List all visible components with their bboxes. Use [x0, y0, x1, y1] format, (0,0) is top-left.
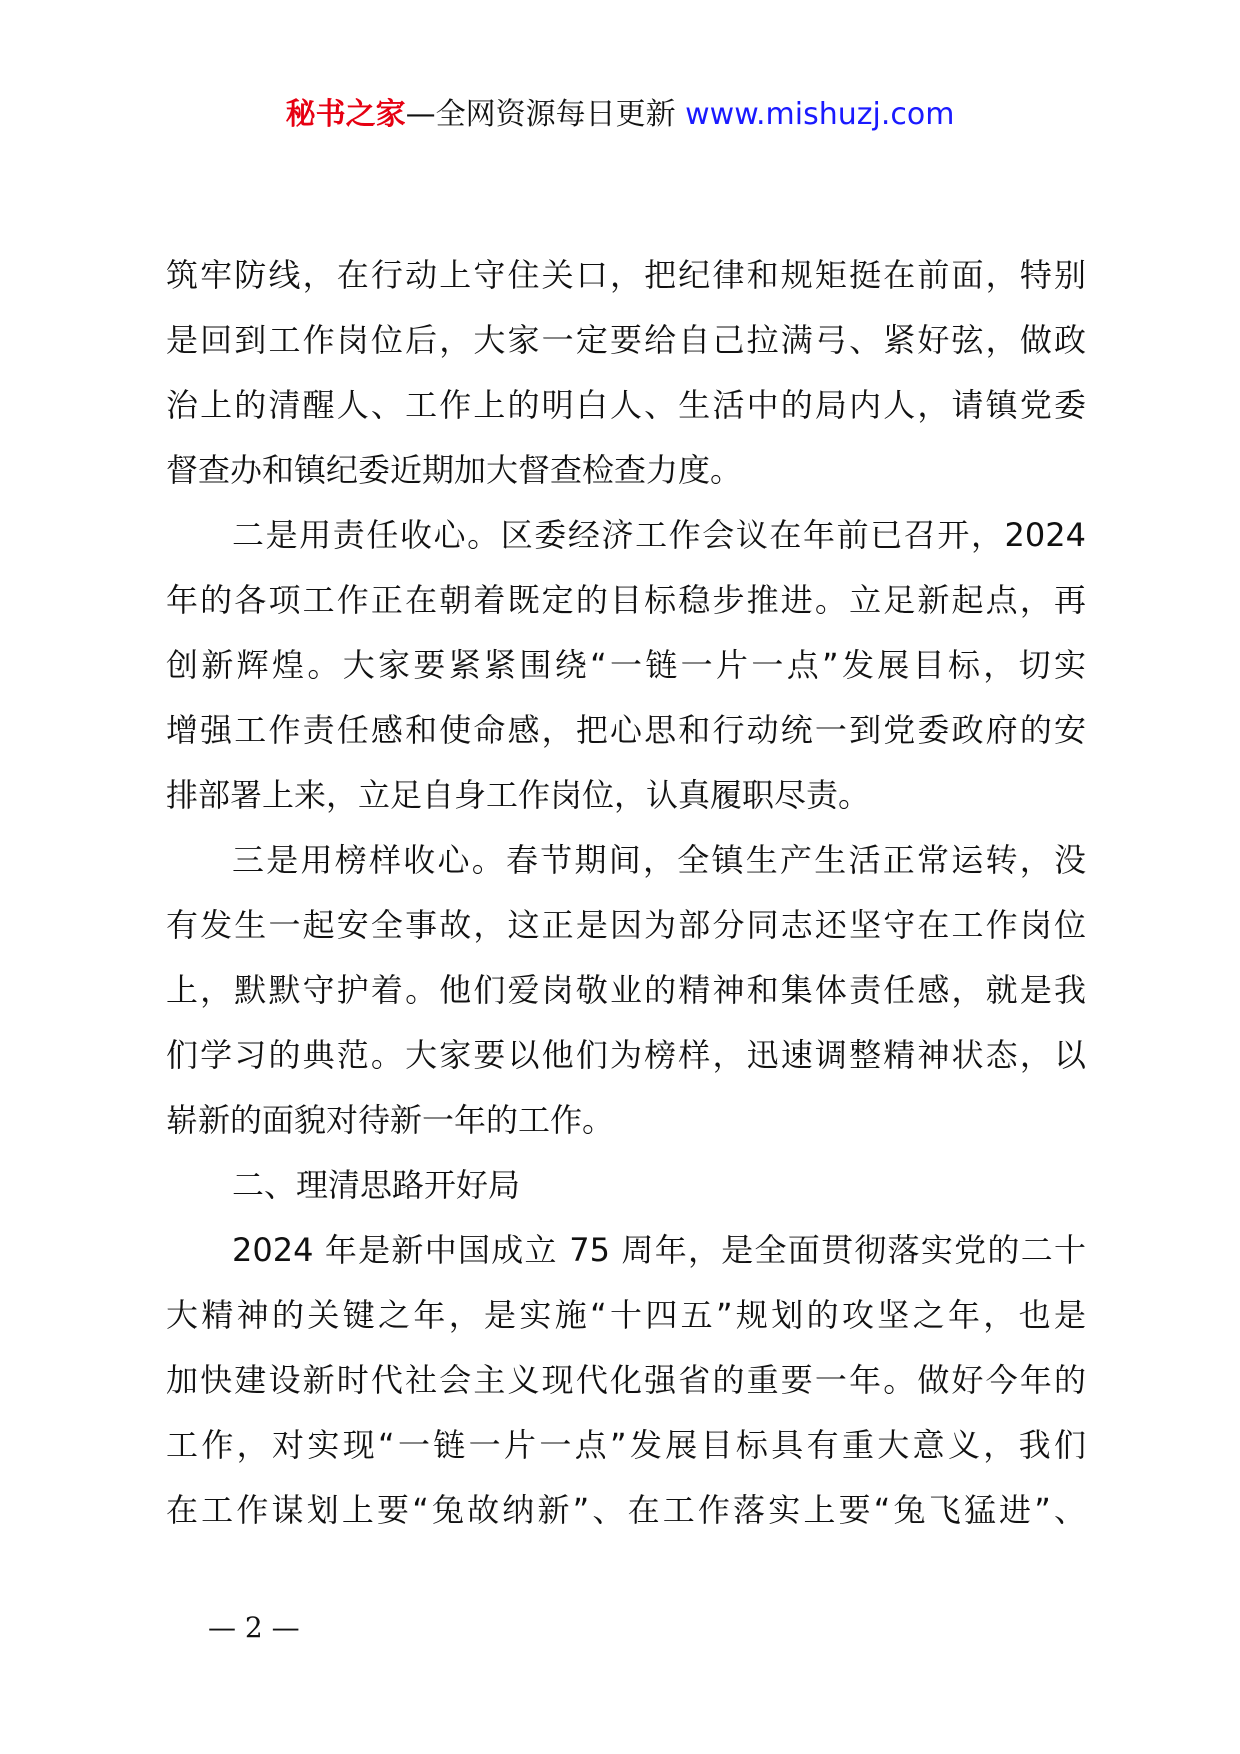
text-line: 排部署上来，立足自身工作岗位，认真履职尽责。 [166, 776, 871, 814]
text-line: 工作，对实现“一链一片一点”发展目标具有重大意义，我们 [166, 1426, 1086, 1464]
text-line: 是回到工作岗位后，大家一定要给自己拉满弓、紧好弦，做政 [166, 321, 1086, 359]
text-line: 们学习的典范。大家要以他们为榜样，迅速调整精神状态，以 [166, 1036, 1086, 1074]
header-tagline: —全网资源每日更新 [405, 97, 686, 132]
text-line: 治上的清醒人、工作上的明白人、生活中的局内人，请镇党委 [166, 386, 1086, 424]
text-line: 崭新的面貌对待新一年的工作。 [166, 1101, 615, 1139]
text-line: 创新辉煌。大家要紧紧围绕“一链一片一点”发展目标，切实 [166, 646, 1086, 684]
site-header [0, 95, 1240, 135]
paragraph-first-line: 二是用责任收心。区委经济工作会议在年前已召开，2024 [232, 516, 1086, 554]
text-line: 有发生一起安全事故，这正是因为部分同志还坚守在工作岗位 [166, 906, 1086, 944]
document-body [166, 243, 1086, 1543]
text-line: 年的各项工作正在朝着既定的目标稳步推进。立足新起点，再 [166, 581, 1086, 619]
paragraph-first-line: 三是用榜样收心。春节期间，全镇生产生活正常运转，没 [232, 841, 1086, 879]
text-line: 上，默默守护着。他们爱岗敬业的精神和集体责任感，就是我 [166, 971, 1086, 1009]
text-line: 筑牢防线，在行动上守住关口，把纪律和规矩挺在前面，特别 [166, 256, 1086, 294]
paragraph-first-line: 2024 年是新中国成立 75 周年，是全面贯彻落实党的二十 [232, 1231, 1086, 1269]
site-url-link[interactable]: www.mishuzj.com [685, 97, 955, 132]
text-line: 加快建设新时代社会主义现代化强省的重要一年。做好今年的 [166, 1361, 1086, 1399]
text-line: 在工作谋划上要“兔故纳新”、在工作落实上要“兔飞猛进”、 [166, 1491, 1086, 1529]
page-number: — 2 — [208, 1611, 300, 1644]
text-line: 增强工作责任感和使命感，把心思和行动统一到党委政府的安 [166, 711, 1086, 749]
section-heading: 二、理清思路开好局 [232, 1166, 521, 1204]
text-line: 督查办和镇纪委近期加大督查检查力度。 [166, 451, 743, 489]
text-line: 大精神的关键之年，是实施“十四五”规划的攻坚之年，也是 [166, 1296, 1086, 1334]
brand-name: 秘书之家 [285, 97, 406, 132]
